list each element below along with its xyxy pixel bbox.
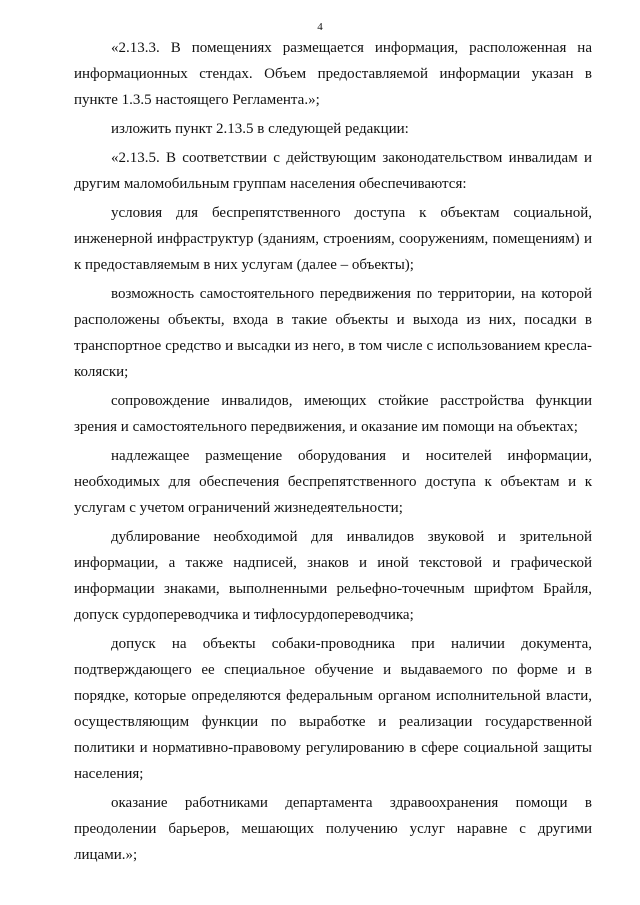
paragraph-escort: сопровождение инвалидов, имеющих стойкие расстройства функции зрения и самостоятельного передвижения, и оказание им помощи на объектах; [74, 393, 592, 435]
paragraph-access-conditions: условия для беспрепятственного доступа к объектам социальной, инженерной инфраструктур (зданиям, строениям, сооружениям, помещениям) и к предоставляемым в них услугам (далее – объекты); [74, 205, 592, 273]
paragraph-guide-dog: допуск на объекты собаки-проводника при наличии документа, подтверждающего ее специальное обучение и выдаваемого по форме и в порядке, которые определяются федеральным органом исполнительной власти, осуществляющим функции по выработке и реализации государственной политики и нормативно-правовому регулированию в сфере социальной защиты населения; [74, 636, 592, 782]
document-body [74, 35, 592, 871]
paragraph-2-13-3: «2.13.3. В помещениях размещается информация, расположенная на информационных стендах. Объем предоставляемой информации указан в пункте 1.3.5 настоящего Регламента.»; [74, 40, 592, 108]
paragraph-movement: возможность самостоятельного передвижения по территории, на которой расположены объекты, входа в такие объекты и выхода из них, посадки в транспортное средство и высадки из него, в том числе с использованием кресла-коляски; [74, 286, 592, 380]
paragraph-instruction: изложить пункт 2.13.5 в следующей редакции: [111, 121, 409, 137]
paragraph-staff-assistance: оказание работниками департамента здравоохранения помощи в преодолении барьеров, мешающих получению услуг наравне с другими лицами.»; [74, 795, 592, 863]
page-number: 4 [317, 21, 323, 33]
paragraph-braille: дублирование необходимой для инвалидов звуковой и зрительной информации, а также надписей, знаков и иной текстовой и графической информации знаками, выполненными рельефно-точечным шрифтом Брайля, допуск сурдопереводчика и тифлосурдопереводчика; [74, 529, 592, 623]
paragraph-2-13-5-intro: «2.13.5. В соответствии с действующим законодательством инвалидам и другим маломобильным группам населения обеспечиваются: [74, 150, 592, 192]
paragraph-equipment: надлежащее размещение оборудования и носителей информации, необходимых для обеспечения беспрепятственного доступа к объектам и к услугам с учетом ограничений жизнедеятельности; [74, 448, 592, 516]
